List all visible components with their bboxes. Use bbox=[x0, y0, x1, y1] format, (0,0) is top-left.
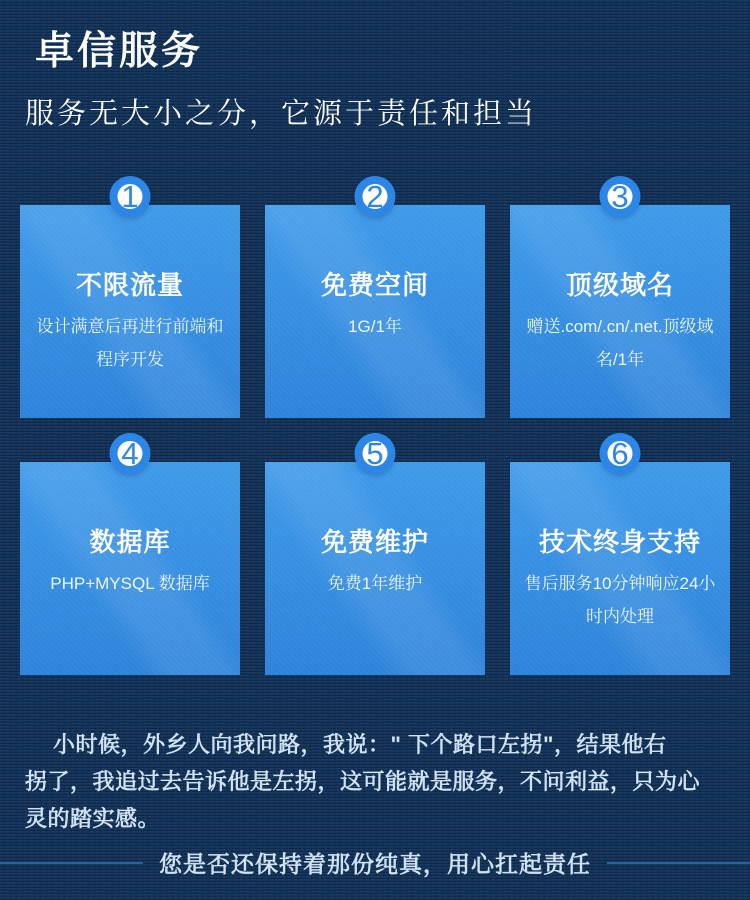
page-title: 卓信服务 bbox=[35, 30, 204, 73]
card-title: 数据库 bbox=[89, 527, 171, 557]
service-card-3 bbox=[510, 179, 730, 418]
card-description bbox=[20, 310, 240, 376]
card-desc-line: 免费1年维护 bbox=[327, 574, 423, 593]
card-desc-line: 售后服务10分钟响应24小 bbox=[524, 574, 716, 593]
card-number: 4 bbox=[121, 436, 139, 471]
card-desc-line: 名/1年 bbox=[595, 350, 645, 369]
card-number-badge bbox=[110, 176, 151, 217]
service-card-1 bbox=[20, 179, 240, 418]
card-number: 5 bbox=[366, 436, 384, 471]
service-card-5 bbox=[265, 436, 485, 675]
service-card-6 bbox=[510, 436, 730, 675]
footer-paragraph bbox=[25, 726, 728, 837]
card-description bbox=[510, 567, 730, 633]
tagline-divider bbox=[0, 846, 750, 879]
card-description bbox=[265, 567, 485, 600]
card-number-badge bbox=[355, 176, 396, 217]
card-desc-line: 设计满意后再进行前端和 bbox=[36, 317, 224, 336]
divider-line-left bbox=[0, 862, 143, 864]
card-desc-line: 时内处理 bbox=[586, 607, 654, 626]
card-desc-line: 1G/1年 bbox=[348, 317, 402, 336]
card-desc-line: 程序开发 bbox=[96, 350, 164, 369]
tagline-text: 您是否还保持着那份纯真，用心扛起责任 bbox=[159, 851, 591, 877]
paragraph-line: 小时候，外乡人向我问路，我说：" 下个路口左拐"，结果他右 bbox=[53, 732, 667, 757]
service-card-4 bbox=[20, 436, 240, 675]
card-title: 免费空间 bbox=[320, 270, 429, 300]
card-number: 6 bbox=[611, 436, 629, 471]
card-number: 3 bbox=[611, 179, 629, 214]
page-subtitle: 服务无大小之分，它源于责任和担当 bbox=[25, 98, 538, 130]
card-desc-line: PHP+MYSQL 数据库 bbox=[50, 574, 210, 593]
card-description bbox=[20, 567, 240, 600]
card-description bbox=[510, 310, 730, 376]
card-number-badge bbox=[110, 433, 151, 474]
header bbox=[0, 0, 750, 132]
card-title: 技术终身支持 bbox=[538, 527, 701, 557]
card-number: 2 bbox=[366, 179, 384, 214]
card-number-badge bbox=[600, 433, 641, 474]
paragraph-line: 拐了，我追过去告诉他是左拐，这可能就是服务，不问利益，只为心 bbox=[25, 769, 701, 794]
card-desc-line: 赠送.com/.cn/.net.顶级域 bbox=[526, 317, 714, 336]
card-title: 顶级域名 bbox=[565, 270, 674, 300]
service-card-grid bbox=[20, 179, 730, 719]
paragraph-line: 灵的踏实感。 bbox=[25, 806, 161, 831]
card-number-badge bbox=[355, 433, 396, 474]
card-title: 免费维护 bbox=[320, 527, 429, 557]
service-card-2 bbox=[265, 179, 485, 418]
card-description bbox=[265, 310, 485, 343]
card-title: 不限流量 bbox=[75, 270, 184, 300]
card-number: 1 bbox=[121, 179, 139, 214]
card-number-badge bbox=[600, 176, 641, 217]
divider-line-right bbox=[607, 862, 750, 864]
